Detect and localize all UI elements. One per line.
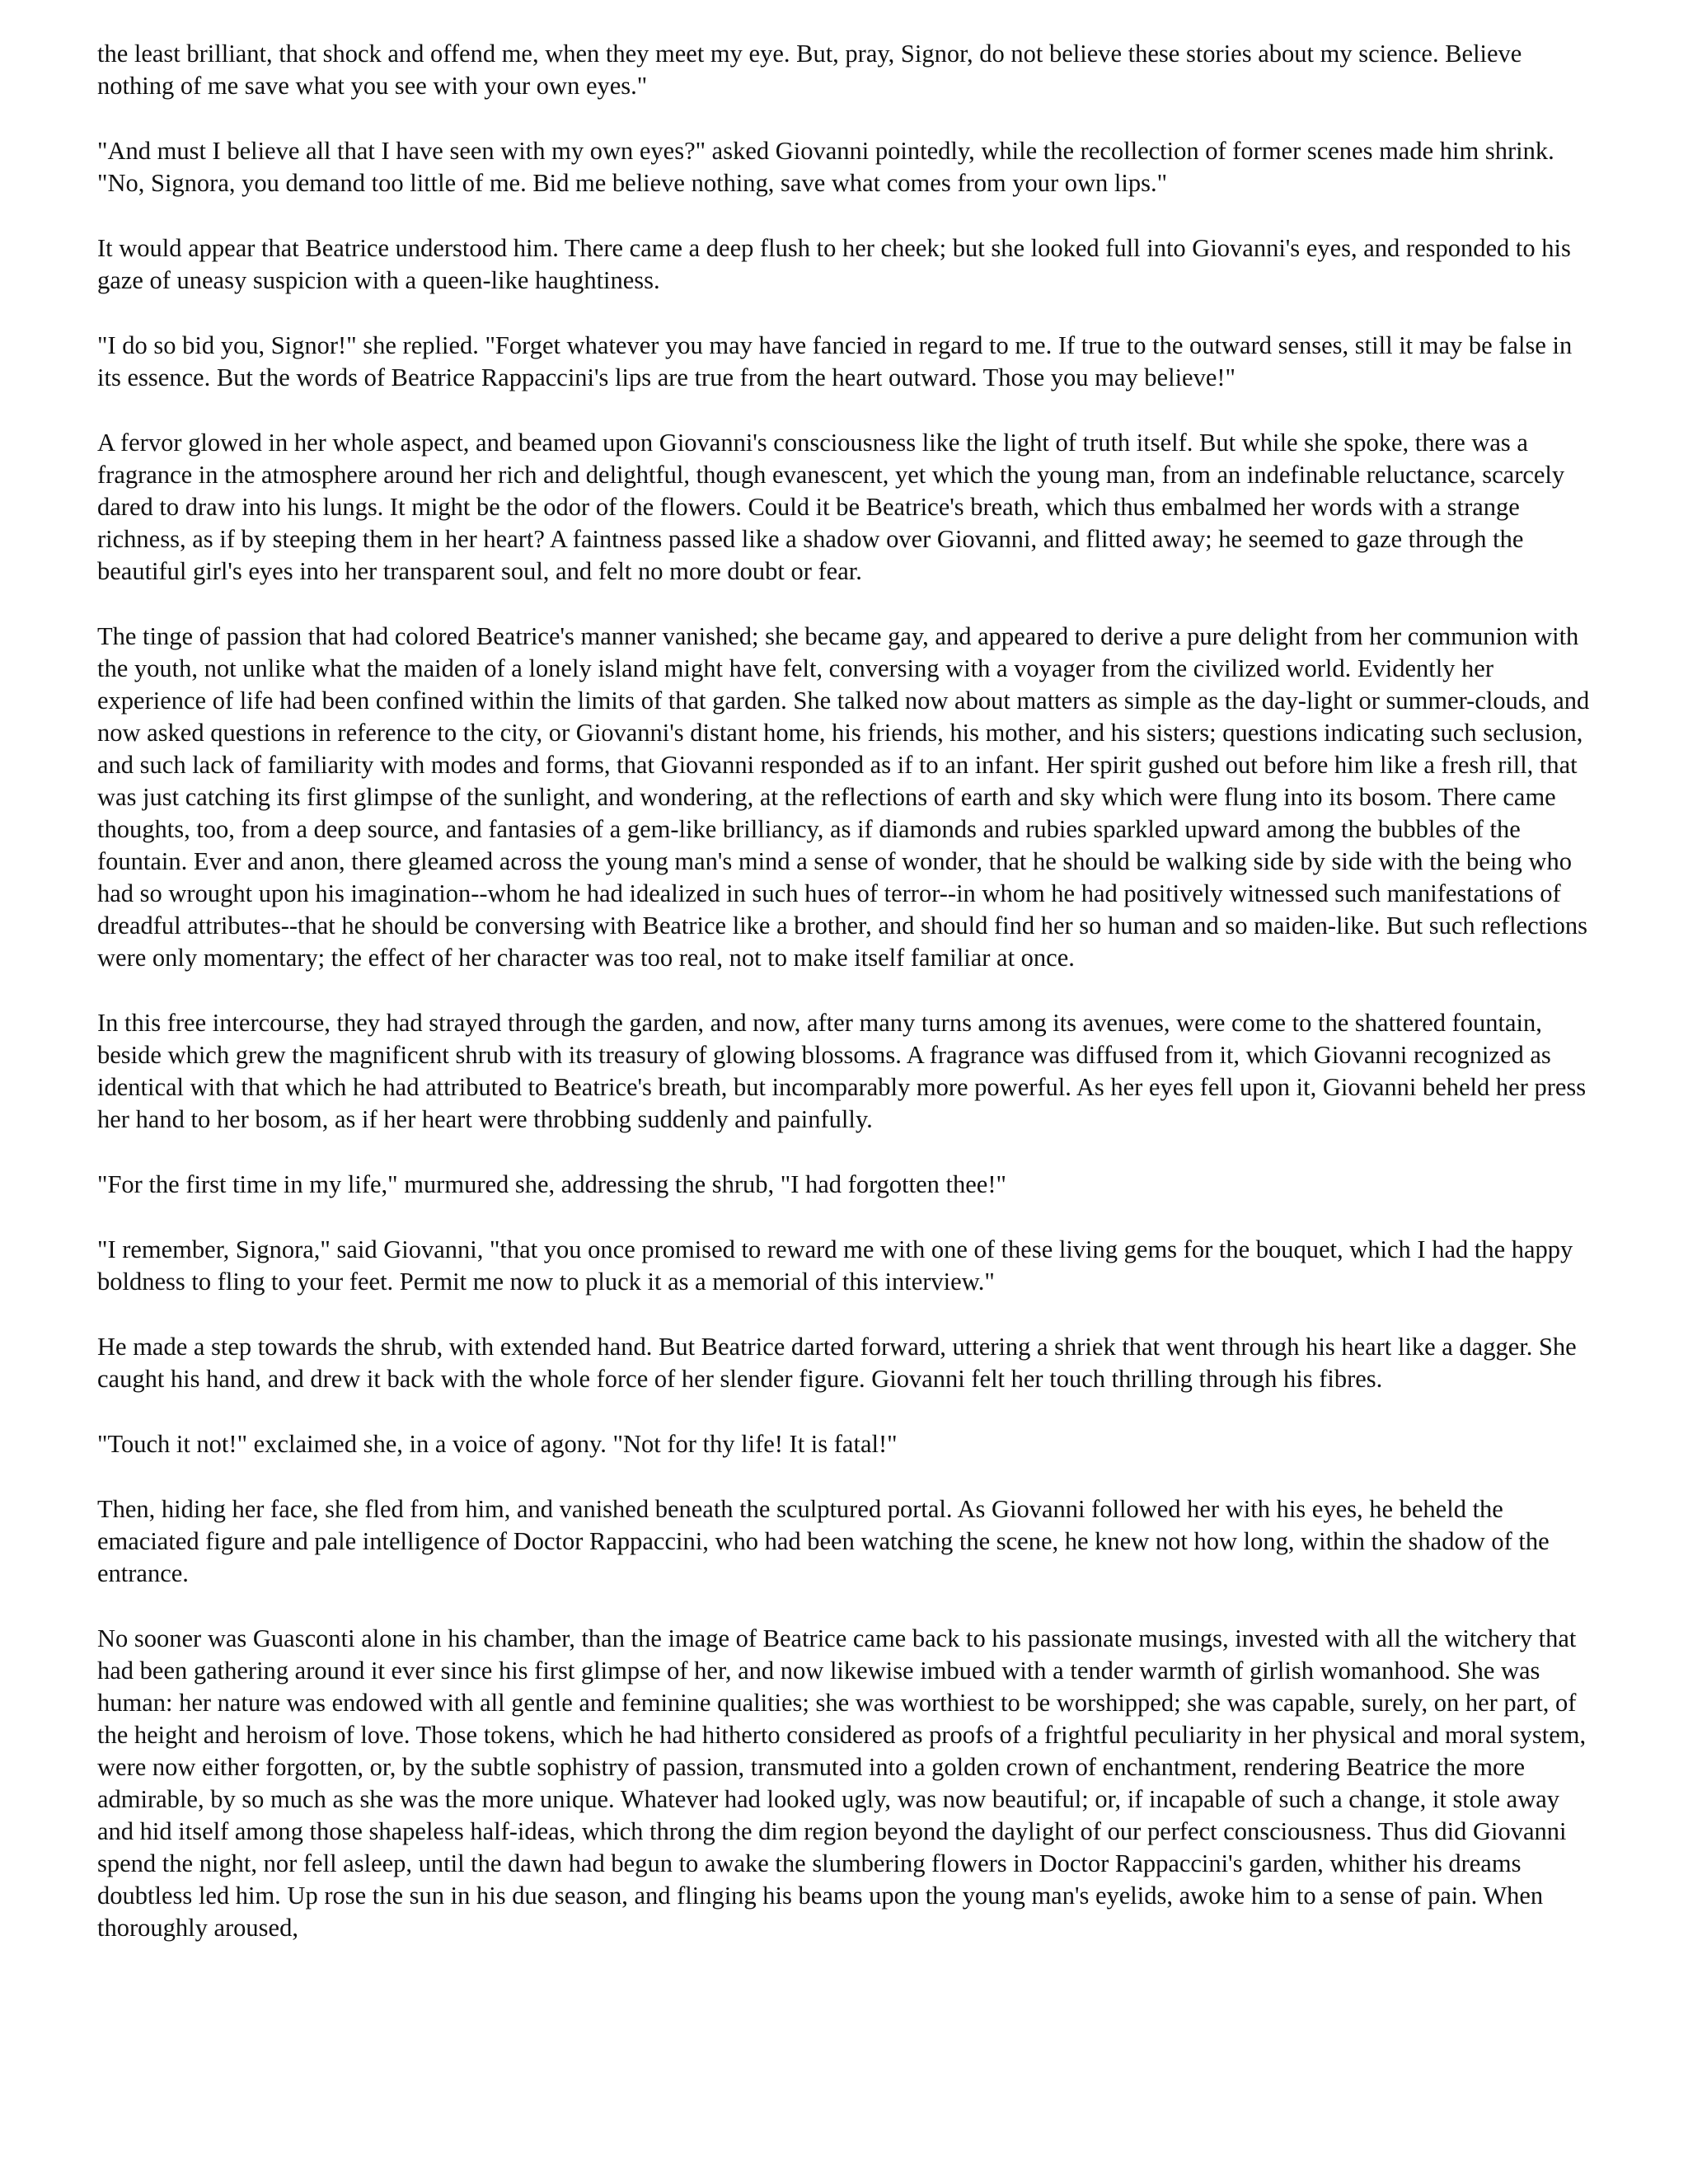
paragraph-3: It would appear that Beatrice understood him. There came a deep flush to her cheek; but she looked full into Giovanni's eyes, and responded to his gaze of uneasy suspicion with a queen-like haughtiness. <box>97 234 1571 294</box>
paragraph-7: In this free intercourse, they had strayed through the garden, and now, after many turns among its avenues, were come to the shattered fountain, beside which grew the magnificent shrub with its treasury of glowing blossoms. A fragrance was diffused from it, which Giovanni recognized as identical with that which he had attributed to Beatrice's breath, but incomparably more powerful. As her eyes fell upon it, Giovanni beheld her press her hand to her bosom, as if her heart were throbbing suddenly and painfully. <box>97 1009 1587 1133</box>
paragraph-2: "And must I believe all that I have seen with my own eyes?" asked Giovanni pointedly, while the recollection of former scenes made him shrink. "No, Signora, you demand too little of me. Bid me believe nothing, save what comes from your own lips." <box>97 137 1554 197</box>
paragraph-10: He made a step towards the shrub, with extended hand. But Beatrice darted forward, uttering a shriek that went through his heart like a dagger. She caught his hand, and drew it back with the whole force of her slender figure. Giovanni felt her touch thrilling through his fibres. <box>97 1333 1577 1393</box>
paragraph-13: No sooner was Guasconti alone in his chamber, than the image of Beatrice came back to his passionate musings, invested with all the witchery that had been gathering around it ever since his first glimpse of her, and now likewise imbued with a tender warmth of girlish womanhood. She was human: her nature was endowed with all gentle and feminine qualities; she was worthiest to be worshipped; she was capable, surely, on her part, of the height and heroism of love. Those tokens, which he had hitherto considered as proofs of a frightful peculiarity in her physical and moral system, were now either forgotten, or, by the subtle sophistry of passion, transmuted into a golden crown of enchantment, rendering Beatrice the more admirable, by so much as she was the more unique. Whatever had looked ugly, was now beautiful; or, if incapable of such a change, it stole away and hid itself among those shapeless half-ideas, which throng the dim region beyond the daylight of our perfect consciousness. Thus did Giovanni spend the night, nor fell asleep, until the dawn had begun to awake the slumbering flowers in Doctor Rappaccini's garden, whither his dreams doubtless led him. Up rose the sun in his due season, and flinging his beams upon the young man's eyelids, awoke him to a sense of pain. When thoroughly aroused, <box>97 1624 1587 1942</box>
document-page <box>97 38 1591 1977</box>
paragraph-4: "I do so bid you, Signor!" she replied. "Forget whatever you may have fancied in regard to me. If true to the outward senses, still it may be false in its essence. But the words of Beatrice Rappaccini's lips are true from the heart outward. Those you may believe!" <box>97 331 1573 391</box>
paragraph-12: Then, hiding her face, she fled from him, and vanished beneath the sculptured portal. As Giovanni followed her with his eyes, he beheld the emaciated figure and pale intelligence of Doctor Rappaccini, who had been watching the scene, he knew not how long, within the shadow of the entrance. <box>97 1495 1550 1587</box>
paragraph-6: The tinge of passion that had colored Beatrice's manner vanished; she became gay, and appeared to derive a pure delight from her communion with the youth, not unlike what the maiden of a lonely island might have felt, conversing with a voyager from the civilized world. Evidently her experience of life had been confined within the limits of that garden. She talked now about matters as simple as the day-light or summer-clouds, and now asked questions in reference to the city, or Giovanni's distant home, his friends, his mother, and his sisters; questions indicating such seclusion, and such lack of familiarity with modes and forms, that Giovanni responded as if to an infant. Her spirit gushed out before him like a fresh rill, that was just catching its first glimpse of the sunlight, and wondering, at the reflections of earth and sky which were flung into its bosom. There came thoughts, too, from a deep source, and fantasies of a gem-like brilliancy, as if diamonds and rubies sparkled upward among the bubbles of the fountain. Ever and anon, there gleamed across the young man's mind a sense of wonder, that he should be walking side by side with the being who had so wrought upon his imagination--whom he had idealized in such hues of terror--in whom he had positively witnessed such manifestations of dreadful attributes--that he should be conversing with Beatrice like a brother, and should find her so human and so maiden-like. But such reflections were only momentary; the effect of her character was too real, not to make itself familiar at once. <box>97 622 1590 972</box>
paragraph-5: A fervor glowed in her whole aspect, and beamed upon Giovanni's consciousness like the light of truth itself. But while she spoke, there was a fragrance in the atmosphere around her rich and delightful, though evanescent, yet which the young man, from an indefinable reluctance, scarcely dared to draw into his lungs. It might be the odor of the flowers. Could it be Beatrice's breath, which thus embalmed her words with a strange richness, as if by steeping them in her heart? A faintness passed like a shadow over Giovanni, and flitted away; he seemed to gaze through the beautiful girl's eyes into her transparent soul, and felt no more doubt or fear. <box>97 429 1565 585</box>
paragraph-8: "For the first time in my life," murmured she, addressing the shrub, "I had forgotten thee!" <box>97 1170 1006 1198</box>
paragraph-9: "I remember, Signora," said Giovanni, "that you once promised to reward me with one of these living gems for the bouquet, which I had the happy boldness to fling to your feet. Permit me now to pluck it as a memorial of this interview." <box>97 1235 1573 1296</box>
paragraph-11: "Touch it not!" exclaimed she, in a voice of agony. "Not for thy life! It is fatal!" <box>97 1430 898 1458</box>
paragraph-1: the least brilliant, that shock and offend me, when they meet my eye. But, pray, Signor, do not believe these stories about my science. Believe nothing of me save what you see with your own eyes." <box>97 40 1522 100</box>
